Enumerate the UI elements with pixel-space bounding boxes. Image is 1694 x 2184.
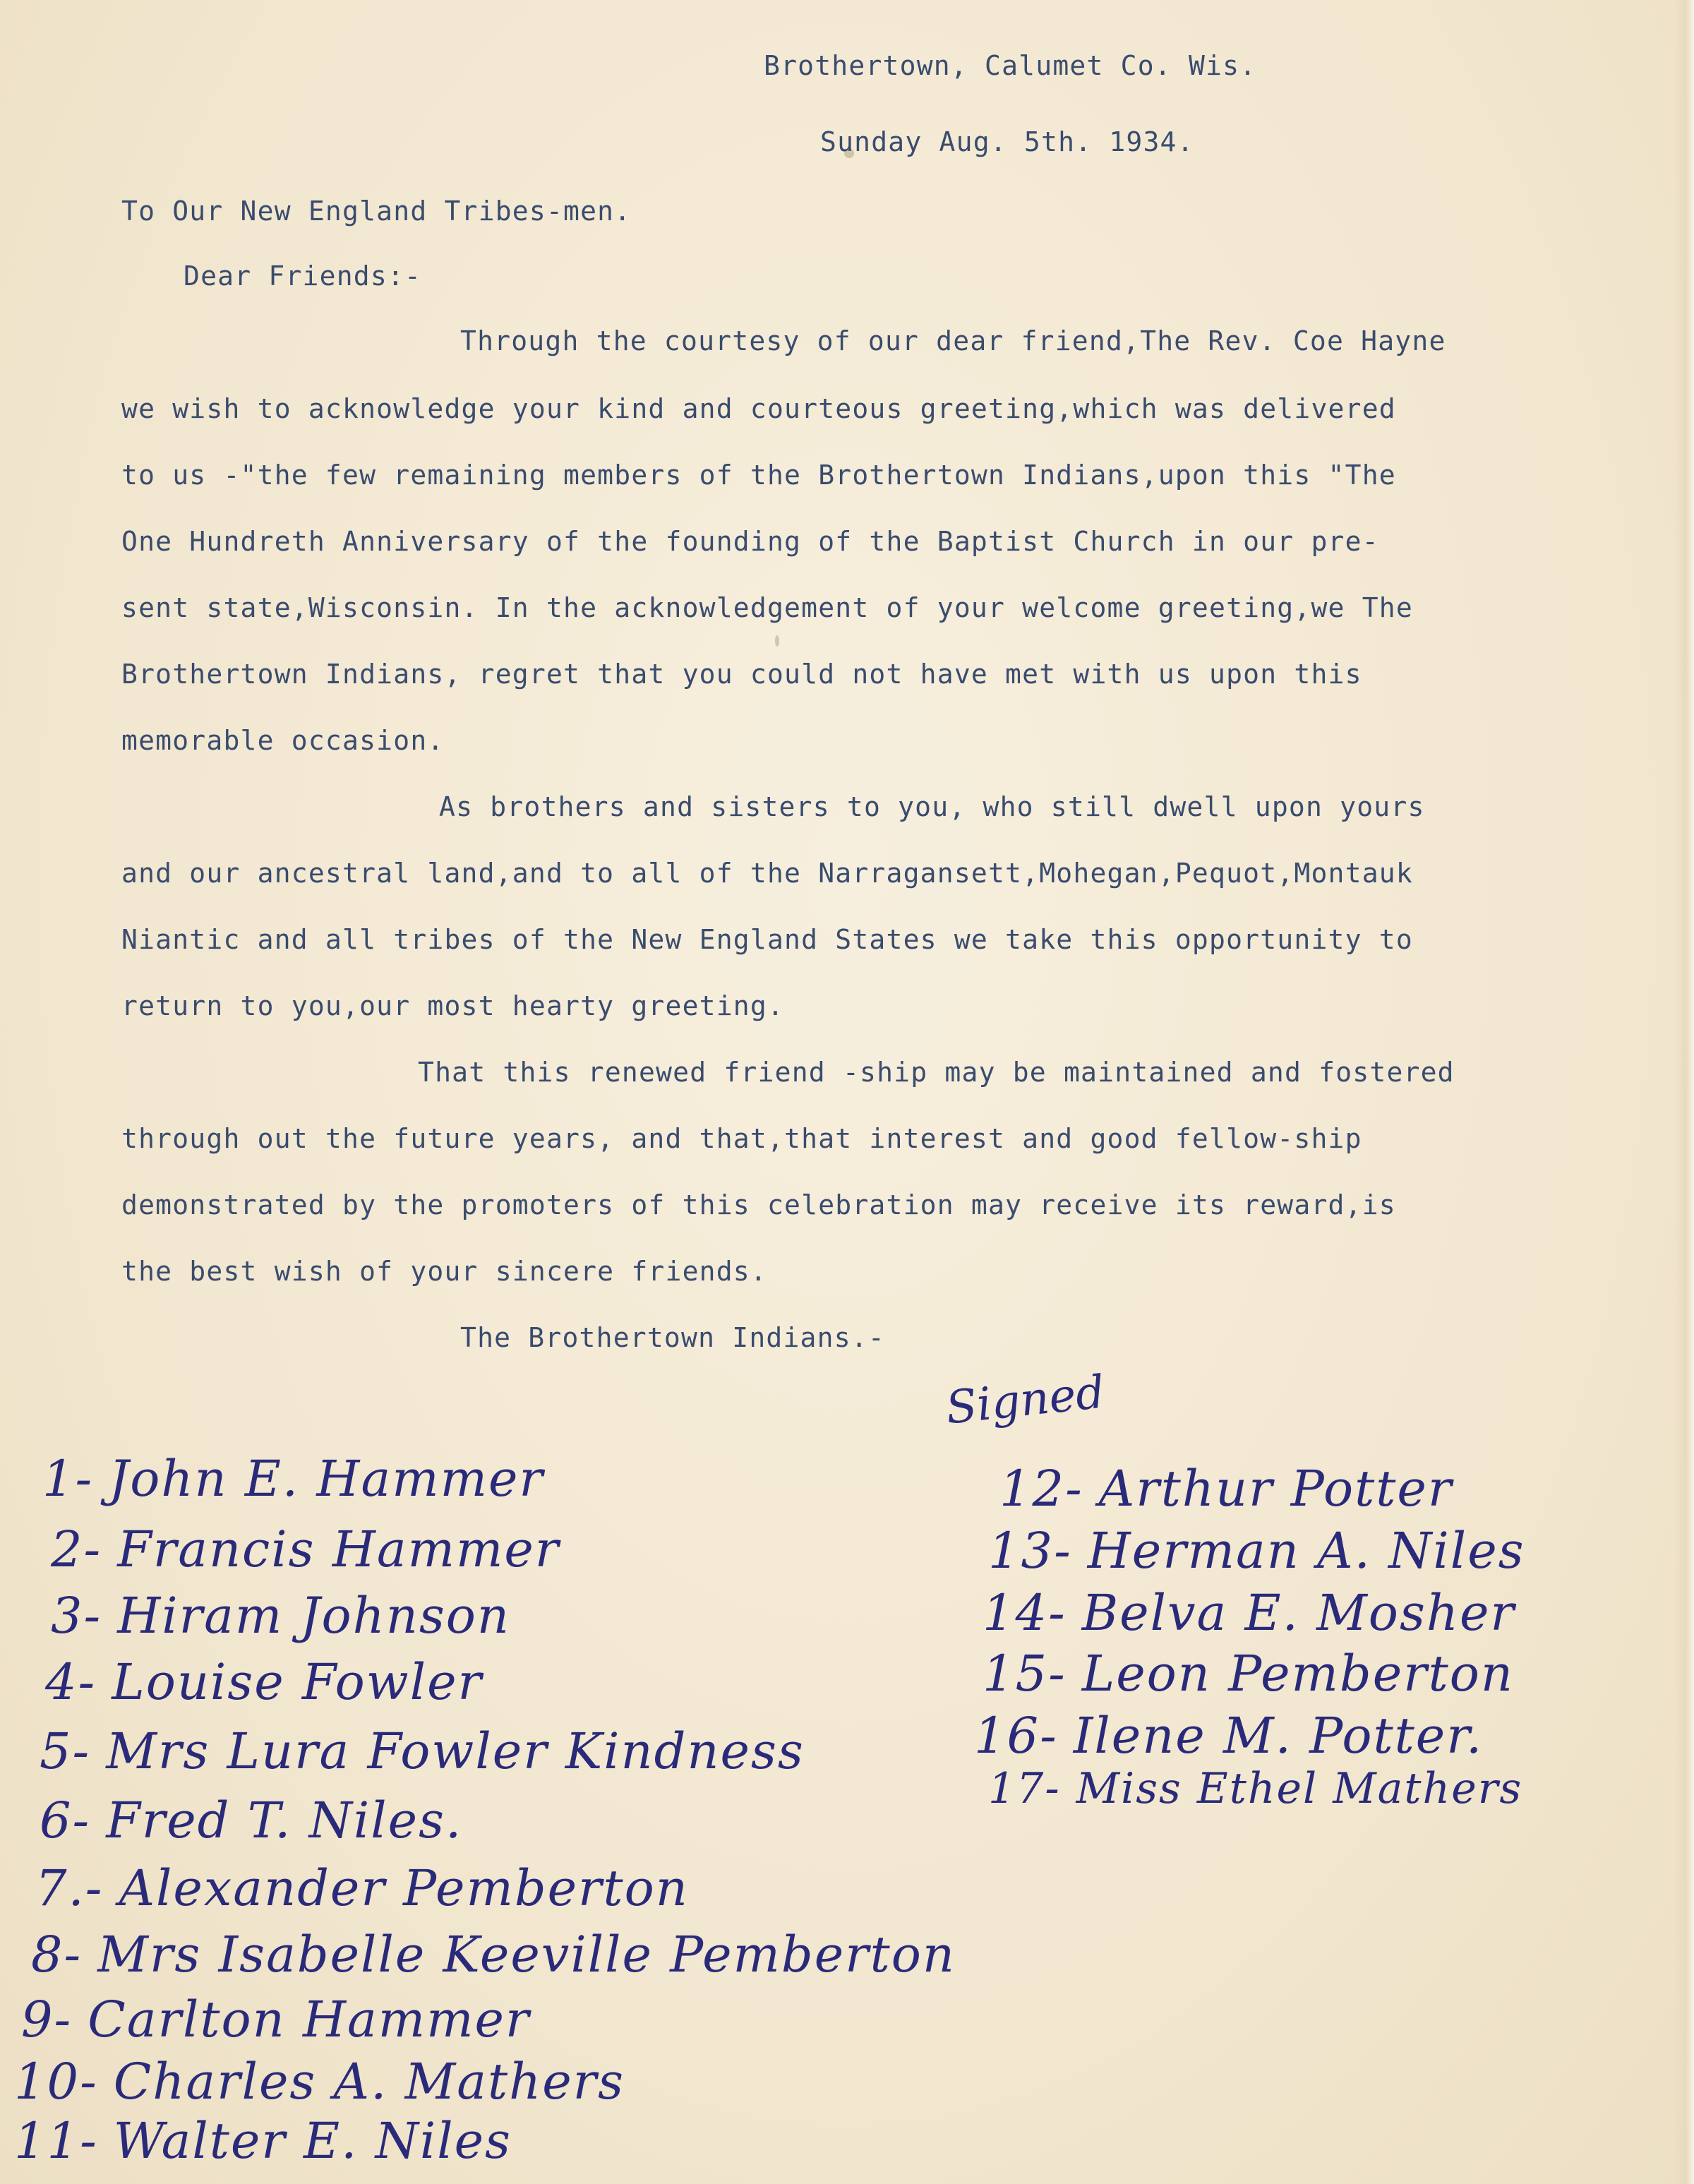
signature-entry: 17- Miss Ethel Mathers [988,1764,1523,1813]
signature-entry: 15- Leon Pemberton [983,1645,1514,1703]
signature-entry: 7.- Alexander Pemberton [35,1859,689,1917]
signature-entry: 3- Hiram Johnson [51,1587,510,1645]
signature-entry: 9- Carlton Hammer [21,1991,531,2048]
body-line: As brothers and sisters to you, who still dwell upon yours [439,791,1425,822]
body-line: we wish to acknowledge your kind and courteous greeting,which was delivered [121,393,1396,424]
body-line: return to you,our most hearty greeting. [121,990,785,1021]
signature-entry: 8- Mrs Isabelle Keeville Pemberton [31,1926,956,1984]
signature-entry: 10- Charles A. Mathers [14,2053,625,2111]
body-line: One Hundreth Anniversary of the founding of the Baptist Church in our pre- [121,526,1379,557]
body-line: That this renewed friend -ship may be maintained and fostered [418,1057,1455,1088]
body-line: and our ancestral land,and to all of the Narragansett,Mohegan,Pequot,Montauk [121,858,1413,889]
body-line: Niantic and all tribes of the New England States we take this opportunity to [121,924,1413,955]
body-line: through out the future years, and that,that interest and good fellow-ship [121,1123,1362,1154]
letter-greeting: Dear Friends:- [184,260,422,292]
body-line: sent state,Wisconsin. In the acknowledgement of your welcome greeting,we The [121,592,1413,623]
signed-label: Signed [943,1366,1107,1435]
signature-entry: 12- Arthur Potter [999,1460,1453,1518]
body-line: demonstrated by the promoters of this celebration may receive its reward,is [121,1189,1396,1220]
letter-closing: The Brothertown Indians.- [460,1322,885,1353]
signature-entry: 1- John E. Hammer [42,1450,544,1508]
signature-entry: 14- Belva E. Mosher [983,1584,1515,1642]
body-line: memorable occasion. [121,725,445,756]
body-line: Through the courtesy of our dear friend,The Rev. Coe Hayne [460,325,1446,356]
signature-entry: 6- Fred T. Niles. [40,1792,463,1849]
body-line: the best wish of your sincere friends. [121,1256,767,1287]
signature-entry: 11- Walter E. Niles [14,2112,512,2170]
body-line: Brothertown Indians, regret that you could not have met with us upon this [121,659,1362,690]
paper-edge [1674,0,1694,2184]
signature-entry: 5- Mrs Lura Fowler Kindness [40,1722,805,1780]
paper-blemish [775,635,779,647]
signature-entry: 4- Louise Fowler [45,1653,483,1711]
letter-recipient: To Our New England Tribes-men. [121,196,632,227]
signature-entry: 13- Herman A. Niles [988,1522,1525,1580]
letter-place: Brothertown, Calumet Co. Wis. [764,50,1257,81]
signature-entry: 16- Ilene M. Potter. [974,1707,1484,1765]
signature-entry: 2- Francis Hammer [51,1520,560,1578]
body-line: to us -"the few remaining members of the Brothertown Indians,upon this "The [121,460,1396,491]
letter-date: Sunday Aug. 5th. 1934. [820,126,1194,157]
